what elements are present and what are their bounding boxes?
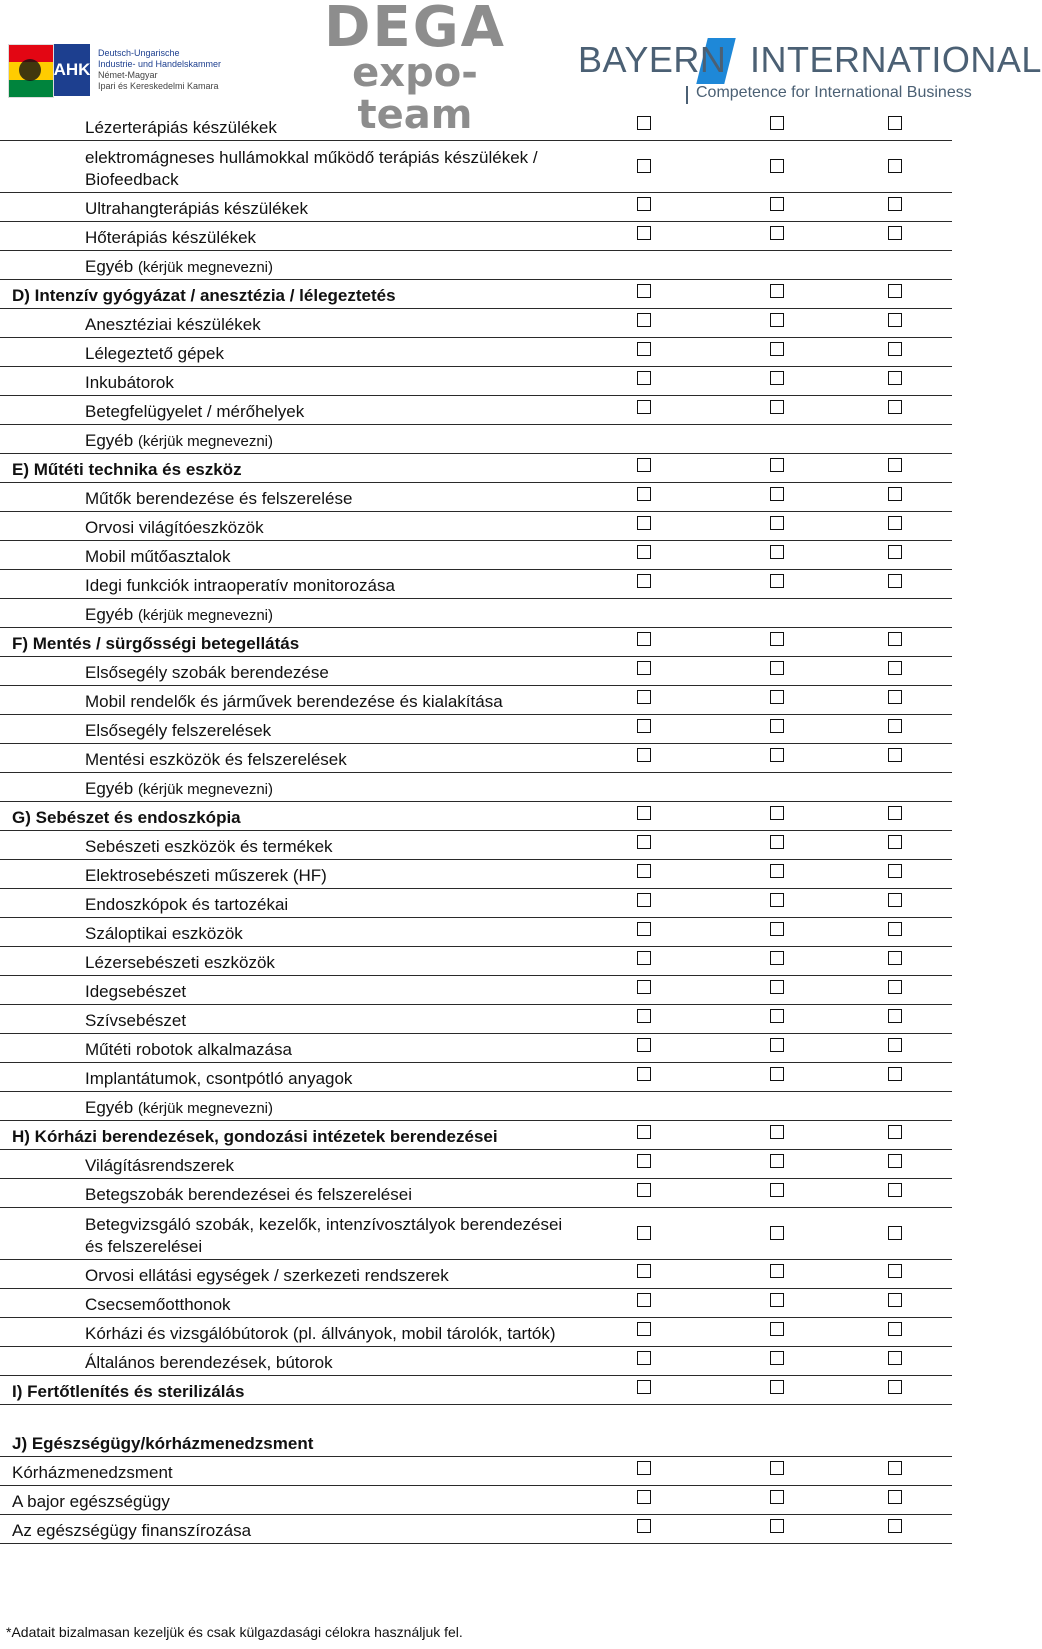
list-item <box>0 1486 952 1515</box>
checkbox-column-2[interactable] <box>770 1226 784 1240</box>
checkbox-column-1[interactable] <box>637 1380 651 1394</box>
row-label-text: Általános berendezések, bútorok <box>85 1353 333 1372</box>
checkbox-column-1[interactable] <box>637 1038 651 1052</box>
row-label <box>12 1381 244 1403</box>
ahk-flag-icon <box>8 44 54 98</box>
row-label-text: Világításrendszerek <box>85 1156 234 1175</box>
row-label <box>85 604 273 627</box>
checkbox-column-3[interactable] <box>888 516 902 530</box>
row-label-hint: (kérjük megnevezni) <box>137 607 273 624</box>
checkbox-column-2[interactable] <box>770 632 784 646</box>
checkbox-column-1[interactable] <box>637 806 651 820</box>
row-label <box>12 1520 251 1542</box>
section-header-row <box>0 280 952 309</box>
row-label <box>85 198 308 220</box>
checkbox-column-2[interactable] <box>770 1322 784 1336</box>
checkbox-column-1[interactable] <box>637 516 651 530</box>
checkbox-column-2[interactable] <box>770 116 784 130</box>
row-label-text: Anesztéziai készülékek <box>85 315 261 334</box>
row-label <box>85 778 273 801</box>
row-label-text: Ultrahangterápiás készülékek <box>85 199 309 218</box>
row-label <box>85 894 288 916</box>
checkbox-column-3[interactable] <box>888 342 902 356</box>
bayern-tagline: Competence for International Business <box>696 84 972 101</box>
checkbox-column-2[interactable] <box>770 313 784 327</box>
checkbox-column-1[interactable] <box>637 226 651 240</box>
row-label <box>85 575 395 597</box>
checkbox-column-1[interactable] <box>637 1067 651 1081</box>
checkbox-column-2[interactable] <box>770 1264 784 1278</box>
row-label-text: Endoszkópok és tartozékai <box>85 895 289 914</box>
row-label <box>85 314 261 336</box>
row-label <box>85 952 275 974</box>
checkbox-column-1[interactable] <box>637 116 651 130</box>
row-label <box>85 343 224 365</box>
checkbox-column-2[interactable] <box>770 1293 784 1307</box>
row-label <box>85 1010 186 1032</box>
checkbox-column-3[interactable] <box>888 159 902 173</box>
checkbox-column-2[interactable] <box>770 893 784 907</box>
row-label <box>85 720 271 742</box>
checkbox-column-2[interactable] <box>770 1351 784 1365</box>
row-label-text: Egyéb <box>85 257 134 276</box>
row-label <box>85 1184 412 1206</box>
checkbox-column-3[interactable] <box>888 284 902 298</box>
list-item <box>0 831 952 860</box>
checkbox-column-1[interactable] <box>637 1154 651 1168</box>
list-item <box>0 1005 952 1034</box>
row-label-text: Elektrosebészeti műszerek (HF) <box>85 866 327 885</box>
checkbox-column-2[interactable] <box>770 1067 784 1081</box>
row-label-text: Idegi funkciók intraoperatív monitorozása <box>85 576 395 595</box>
checkbox-column-2[interactable] <box>770 1490 784 1504</box>
row-label-text: Egyéb <box>85 431 134 450</box>
row-label <box>85 662 329 684</box>
checkbox-column-2[interactable] <box>770 690 784 704</box>
checkbox-column-1[interactable] <box>637 1351 651 1365</box>
checkbox-column-3[interactable] <box>888 1519 902 1533</box>
row-label-text: Lézerterápiás készülékek <box>85 118 277 137</box>
row-label <box>12 807 241 829</box>
bayern-name-right: INTERNATIONAL <box>750 39 1042 80</box>
row-label <box>85 1097 273 1120</box>
row-label <box>85 117 277 139</box>
row-label <box>12 1433 313 1455</box>
checkbox-column-1[interactable] <box>637 284 651 298</box>
row-label-text: Inkubátorok <box>85 373 174 392</box>
checkbox-column-2[interactable] <box>770 1183 784 1197</box>
checkbox-column-3[interactable] <box>888 1154 902 1168</box>
ahk-line-2: Industrie- und Handelskammer <box>98 59 222 69</box>
checkbox-column-1[interactable] <box>637 1125 651 1139</box>
row-label-text: Az egészségügy finanszírozása <box>12 1521 252 1540</box>
checkbox-column-3[interactable] <box>888 1125 902 1139</box>
list-item <box>0 1179 952 1208</box>
ahk-line-4: Ipari és Kereskedelmi Kamara <box>98 81 219 91</box>
list-item <box>0 1260 952 1289</box>
list-item <box>0 860 952 889</box>
row-label <box>85 1214 562 1258</box>
row-label-text: J) Egészségügy/kórházmenedzsment <box>12 1434 314 1453</box>
row-label-text-line-2: és felszerelései <box>85 1237 203 1256</box>
checkbox-column-1[interactable] <box>637 719 651 733</box>
row-label-text: Lézersebészeti eszközök <box>85 953 275 972</box>
checkbox-column-1[interactable] <box>637 197 651 211</box>
bayern-international-logo <box>578 39 1042 104</box>
row-label-text: Műtők berendezése és felszerelése <box>85 489 353 508</box>
row-label <box>85 488 352 510</box>
row-label <box>12 459 242 481</box>
checkbox-column-3[interactable] <box>888 922 902 936</box>
checkbox-column-1[interactable] <box>637 1322 651 1336</box>
checkbox-column-2[interactable] <box>770 1009 784 1023</box>
row-label-text: Csecsemőotthonok <box>85 1295 231 1314</box>
checkbox-column-1[interactable] <box>637 951 651 965</box>
checkbox-column-1[interactable] <box>637 980 651 994</box>
list-item <box>0 1457 952 1486</box>
checkbox-column-3[interactable] <box>888 835 902 849</box>
checkbox-column-2[interactable] <box>770 458 784 472</box>
list-item <box>0 715 952 744</box>
row-label <box>85 923 243 945</box>
list-item <box>0 947 952 976</box>
list-item <box>0 338 952 367</box>
row-label-text: Kórházi és vizsgálóbútorok (pl. állványok, mobil tárolók, tartók) <box>85 1324 556 1343</box>
checkbox-column-1[interactable] <box>637 690 651 704</box>
checkbox-column-3[interactable] <box>888 1226 902 1240</box>
row-label <box>85 691 503 713</box>
row-label <box>85 836 333 858</box>
checkbox-column-1[interactable] <box>637 1183 651 1197</box>
checkbox-column-2[interactable] <box>770 835 784 849</box>
section-header-row <box>0 454 952 483</box>
row-label <box>85 1352 333 1374</box>
row-label <box>85 372 174 394</box>
row-label-text: Orvosi ellátási egységek / szerkezeti rendszerek <box>85 1266 449 1285</box>
row-label <box>12 633 299 655</box>
checklist-table <box>0 112 952 1544</box>
section-header-row <box>0 1405 952 1457</box>
row-label-text: Mobil rendelők és járművek berendezése és kialakítása <box>85 692 503 711</box>
row-label-text: G) Sebészet és endoszkópia <box>12 808 241 827</box>
checkbox-column-1[interactable] <box>637 1226 651 1240</box>
list-item <box>0 1092 952 1121</box>
checkbox-column-3[interactable] <box>888 1293 902 1307</box>
checkbox-column-3[interactable] <box>888 458 902 472</box>
row-label <box>85 401 304 423</box>
checkbox-column-3[interactable] <box>888 690 902 704</box>
row-label-text: Hőterápiás készülékek <box>85 228 257 247</box>
row-label-text: Orvosi világítóeszközök <box>85 518 264 537</box>
list-item <box>0 396 952 425</box>
checkbox-column-2[interactable] <box>770 922 784 936</box>
row-label-text: Betegszobák berendezései és felszerelései <box>85 1185 412 1204</box>
row-label <box>85 749 347 771</box>
checkbox-column-1[interactable] <box>637 545 651 559</box>
checkbox-column-3[interactable] <box>888 487 902 501</box>
checkbox-column-3[interactable] <box>888 951 902 965</box>
checkbox-column-3[interactable] <box>888 748 902 762</box>
row-label <box>12 1126 498 1148</box>
checkbox-column-3[interactable] <box>888 1009 902 1023</box>
list-item <box>0 976 952 1005</box>
checkbox-column-3[interactable] <box>888 1322 902 1336</box>
row-label-text: Kórházmenedzsment <box>12 1463 173 1482</box>
checkbox-column-3[interactable] <box>888 1183 902 1197</box>
checkbox-column-1[interactable] <box>637 922 651 936</box>
row-label-text: Betegvizsgáló szobák, kezelők, intenzívosztályok berendezései <box>85 1215 563 1234</box>
checkbox-column-1[interactable] <box>637 458 651 472</box>
checkbox-column-3[interactable] <box>888 226 902 240</box>
list-item <box>0 1347 952 1376</box>
list-item <box>0 744 952 773</box>
checkbox-column-1[interactable] <box>637 1490 651 1504</box>
row-label <box>85 981 186 1003</box>
checkbox-column-2[interactable] <box>770 342 784 356</box>
checkbox-column-3[interactable] <box>888 545 902 559</box>
checkbox-column-2[interactable] <box>770 661 784 675</box>
row-label-hint: (kérjük megnevezni) <box>137 781 273 798</box>
list-item <box>0 222 952 251</box>
row-label <box>85 147 538 191</box>
row-label-text: I) Fertőtlenítés és sterilizálás <box>12 1382 245 1401</box>
section-header-row <box>0 628 952 657</box>
checkbox-column-3[interactable] <box>888 400 902 414</box>
row-label <box>12 1491 170 1513</box>
row-label <box>85 517 264 539</box>
list-item <box>0 309 952 338</box>
ahk-logo-mark: AHK <box>54 44 90 96</box>
row-label <box>85 1323 556 1345</box>
row-label-text: Elsősegély felszerelések <box>85 721 272 740</box>
list-item <box>0 599 952 628</box>
dega-expo-team-logo <box>305 0 525 138</box>
list-item <box>0 570 952 599</box>
section-header-row <box>0 1121 952 1150</box>
list-item <box>0 1150 952 1179</box>
checkbox-column-1[interactable] <box>637 313 651 327</box>
checkbox-column-1[interactable] <box>637 835 651 849</box>
ahk-logo-text <box>98 48 221 92</box>
checkbox-column-2[interactable] <box>770 1380 784 1394</box>
checkbox-column-2[interactable] <box>770 371 784 385</box>
checkbox-column-3[interactable] <box>888 197 902 211</box>
checkbox-column-1[interactable] <box>637 159 651 173</box>
list-item <box>0 251 952 280</box>
row-label <box>12 1462 173 1484</box>
row-label-text: Szívsebészet <box>85 1011 187 1030</box>
checkbox-column-3[interactable] <box>888 1490 902 1504</box>
section-header-row <box>0 802 952 831</box>
checkbox-column-2[interactable] <box>770 159 784 173</box>
checkbox-column-1[interactable] <box>637 864 651 878</box>
checkbox-column-2[interactable] <box>770 545 784 559</box>
row-label-text: Egyéb <box>85 779 134 798</box>
checkbox-column-1[interactable] <box>637 371 651 385</box>
checkbox-column-2[interactable] <box>770 748 784 762</box>
list-item <box>0 1515 952 1544</box>
row-label-hint: (kérjük megnevezni) <box>137 433 273 450</box>
row-label-text-line-2: Biofeedback <box>85 170 179 189</box>
checkbox-column-2[interactable] <box>770 400 784 414</box>
checkbox-column-1[interactable] <box>637 1264 651 1278</box>
list-item <box>0 657 952 686</box>
checkbox-column-1[interactable] <box>637 632 651 646</box>
bayern-name-left: BAYERN <box>578 39 727 80</box>
list-item <box>0 112 952 141</box>
checkbox-column-3[interactable] <box>888 1380 902 1394</box>
row-label-text: Száloptikai eszközök <box>85 924 243 943</box>
checkbox-column-3[interactable] <box>888 661 902 675</box>
list-item <box>0 1034 952 1063</box>
list-item <box>0 889 952 918</box>
list-item <box>0 367 952 396</box>
checkbox-column-2[interactable] <box>770 574 784 588</box>
checkbox-column-2[interactable] <box>770 226 784 240</box>
checkbox-column-1[interactable] <box>637 1461 651 1475</box>
checkbox-column-3[interactable] <box>888 1461 902 1475</box>
row-label-text: Műtéti robotok alkalmazása <box>85 1040 292 1059</box>
checkbox-column-2[interactable] <box>770 719 784 733</box>
checkbox-column-3[interactable] <box>888 1067 902 1081</box>
list-item <box>0 483 952 512</box>
checkbox-column-1[interactable] <box>637 342 651 356</box>
checkbox-column-3[interactable] <box>888 1264 902 1278</box>
list-item <box>0 686 952 715</box>
checkbox-column-2[interactable] <box>770 1038 784 1052</box>
row-label <box>85 1265 449 1287</box>
checkbox-column-2[interactable] <box>770 1461 784 1475</box>
row-label <box>85 865 327 887</box>
row-label-text: Sebészeti eszközök és termékek <box>85 837 333 856</box>
row-label-text: Egyéb <box>85 605 134 624</box>
checkbox-column-1[interactable] <box>637 1293 651 1307</box>
checkbox-column-1[interactable] <box>637 487 651 501</box>
checkbox-column-3[interactable] <box>888 806 902 820</box>
list-item <box>0 1318 952 1347</box>
row-label-text: elektromágneses hullámokkal működő terápiás készülékek / <box>85 148 538 167</box>
row-label <box>85 1155 234 1177</box>
checkbox-column-1[interactable] <box>637 1009 651 1023</box>
checkbox-column-1[interactable] <box>637 661 651 675</box>
dega-logo-line-2: expo-team <box>352 50 478 138</box>
row-label <box>85 1039 292 1061</box>
row-label <box>85 1294 231 1316</box>
row-label-text: Idegsebészet <box>85 982 187 1001</box>
checkbox-column-1[interactable] <box>637 574 651 588</box>
list-item <box>0 193 952 222</box>
checkbox-column-2[interactable] <box>770 487 784 501</box>
checkbox-column-3[interactable] <box>888 371 902 385</box>
list-item <box>0 1208 952 1260</box>
checkbox-column-3[interactable] <box>888 574 902 588</box>
checkbox-column-3[interactable] <box>888 116 902 130</box>
row-label-text: H) Kórházi berendezések, gondozási intézetek berendezései <box>12 1127 498 1146</box>
checkbox-column-2[interactable] <box>770 197 784 211</box>
checkbox-column-2[interactable] <box>770 516 784 530</box>
row-label-hint: (kérjük megnevezni) <box>137 1100 273 1117</box>
checkbox-column-1[interactable] <box>637 748 651 762</box>
list-item <box>0 1289 952 1318</box>
checkbox-column-2[interactable] <box>770 864 784 878</box>
row-label-text: Egyéb <box>85 1098 134 1117</box>
row-label-text: Elsősegély szobák berendezése <box>85 663 329 682</box>
row-label <box>12 285 396 307</box>
row-label <box>85 1068 352 1090</box>
bayern-divider <box>686 86 688 104</box>
list-item <box>0 512 952 541</box>
row-label-text: Mentési eszközök és felszerelések <box>85 750 347 769</box>
row-label-text: A bajor egészségügy <box>12 1492 170 1511</box>
footnote: *Adatait bizalmasan kezeljük és csak külgazdasági célokra használjuk fel. <box>6 1624 463 1640</box>
row-label-text: D) Intenzív gyógyázat / anesztézia / lélegeztetés <box>12 286 396 305</box>
row-label-text: Betegfelügyelet / mérőhelyek <box>85 402 305 421</box>
checkbox-column-2[interactable] <box>770 1519 784 1533</box>
checkbox-column-3[interactable] <box>888 632 902 646</box>
ahk-line-1: Deutsch-Ungarische <box>98 48 180 58</box>
checkbox-column-3[interactable] <box>888 1351 902 1365</box>
checkbox-column-3[interactable] <box>888 719 902 733</box>
list-item <box>0 1063 952 1092</box>
row-label-text: Mobil műtőasztalok <box>85 547 231 566</box>
list-item <box>0 141 952 193</box>
row-label-hint: (kérjük megnevezni) <box>137 259 273 276</box>
row-label <box>85 430 273 453</box>
list-item <box>0 773 952 802</box>
ahk-line-3: Német-Magyar <box>98 70 158 80</box>
checkbox-column-2[interactable] <box>770 951 784 965</box>
checkbox-column-1[interactable] <box>637 400 651 414</box>
checkbox-column-1[interactable] <box>637 893 651 907</box>
checkbox-column-1[interactable] <box>637 1519 651 1533</box>
checkbox-column-3[interactable] <box>888 864 902 878</box>
checkbox-column-3[interactable] <box>888 980 902 994</box>
checkbox-column-3[interactable] <box>888 313 902 327</box>
checkbox-column-2[interactable] <box>770 284 784 298</box>
dega-logo-line-1: DEGA <box>323 0 507 60</box>
checkbox-column-2[interactable] <box>770 806 784 820</box>
ahk-logo <box>8 42 258 100</box>
list-item <box>0 918 952 947</box>
row-label <box>85 256 273 279</box>
row-label <box>85 227 256 249</box>
section-header-row <box>0 1376 952 1405</box>
list-item <box>0 425 952 454</box>
checkbox-column-3[interactable] <box>888 1038 902 1052</box>
row-label-text: Lélegeztető gépek <box>85 344 224 363</box>
checkbox-column-2[interactable] <box>770 1154 784 1168</box>
row-label-text: E) Műtéti technika és eszköz <box>12 460 242 479</box>
row-label-text: Implantátumok, csontpótló anyagok <box>85 1069 353 1088</box>
row-label-text: F) Mentés / sürgősségi betegellátás <box>12 634 300 653</box>
row-label <box>85 546 231 568</box>
checkbox-column-2[interactable] <box>770 1125 784 1139</box>
checkbox-column-3[interactable] <box>888 893 902 907</box>
list-item <box>0 541 952 570</box>
checkbox-column-2[interactable] <box>770 980 784 994</box>
